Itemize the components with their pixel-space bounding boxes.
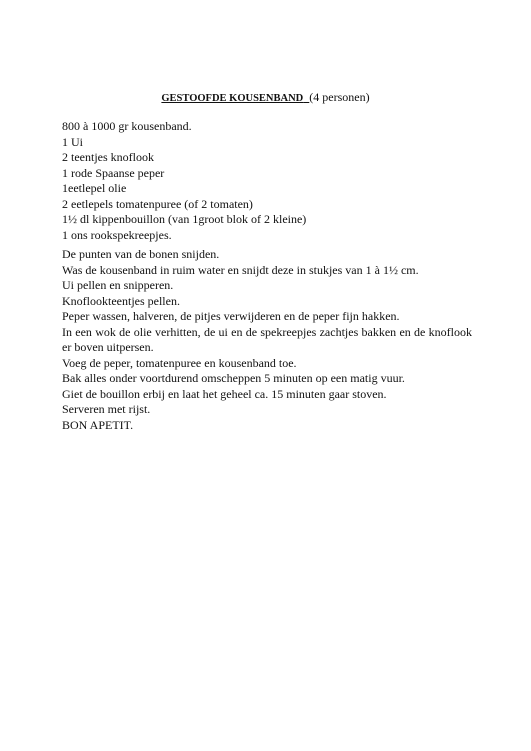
ingredients-list [62, 119, 482, 243]
ingredient-item: 1 rode Spaanse peper [62, 165, 165, 180]
instruction-step: Was de kousenband in ruim water en snijdt deze in stukjes van 1 à 1½ cm. [62, 262, 419, 277]
ingredient-item: 2 eetlepels tomatenpuree (of 2 tomaten) [62, 196, 253, 211]
instruction-step: Voeg de peper, tomatenpuree en kousenband toe. [62, 355, 297, 370]
instructions-list [62, 247, 472, 433]
instruction-step: In een wok de olie verhitten, de ui en de spekreepjes zachtjes bakken en de knoflook er boven uitpersen. [62, 324, 472, 354]
recipe-title: GESTOOFDE KOUSENBAND [161, 93, 304, 104]
ingredient-item: 1 Ui [62, 134, 83, 149]
instruction-step: Ui pellen en snipperen. [62, 278, 174, 292]
instruction-step: De punten van de bonen snijden. [62, 247, 220, 261]
instruction-step: Serveren met rijst. [62, 402, 151, 416]
servings-label: (4 personen) [309, 90, 370, 104]
title-line [0, 89, 531, 107]
instruction-step: Peper wassen, halveren, de pitjes verwijderen en de peper fijn hakken. [62, 309, 400, 323]
closing-line: BON APETIT. [62, 417, 134, 432]
ingredient-item: 1 ons rookspekreepjes. [62, 227, 172, 242]
ingredient-item: 1eetlepel olie [62, 181, 127, 195]
instruction-step: Knoflookteentjes pellen. [62, 293, 180, 308]
instruction-step: Bak alles onder voortdurend omscheppen 5 minuten op een matig vuur. [62, 371, 405, 385]
ingredient-item: 1½ dl kippenbouillon (van 1groot blok of 2 kleine) [62, 212, 307, 226]
instruction-step: Giet de bouillon erbij en laat het geheel ca. 15 minuten gaar stoven. [62, 386, 387, 401]
ingredient-item: 800 à 1000 gr kousenband. [62, 119, 192, 133]
ingredient-item: 2 teentjes knoflook [62, 150, 154, 164]
